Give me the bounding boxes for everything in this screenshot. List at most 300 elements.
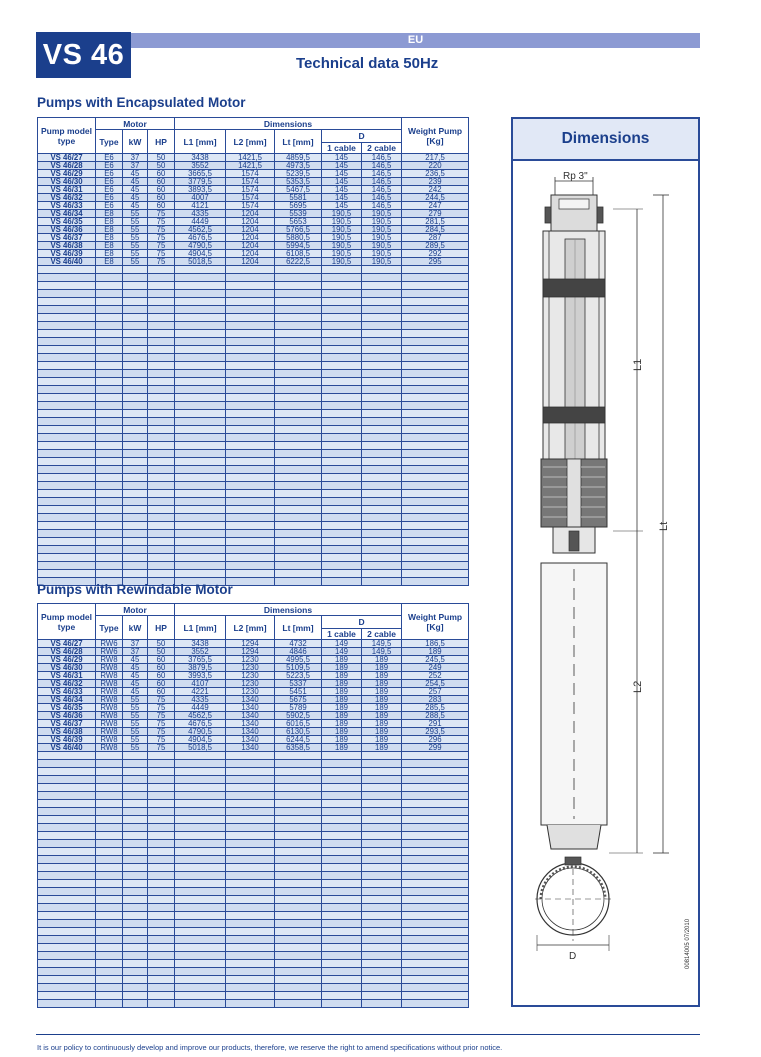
- table-cell: [322, 522, 362, 530]
- table-cell: 5653: [275, 218, 322, 226]
- table-cell: RW8: [96, 736, 123, 744]
- table-cell: 146,5: [362, 170, 402, 178]
- table-cell: [175, 514, 226, 522]
- table-cell: 189: [322, 688, 362, 696]
- table-cell: 3552: [175, 648, 226, 656]
- table-cell: [322, 896, 362, 904]
- table-cell: [362, 418, 402, 426]
- table-cell: [226, 546, 275, 554]
- table-cell: [322, 418, 362, 426]
- table-cell: [148, 298, 175, 306]
- table-cell: [96, 952, 123, 960]
- table-cell: [96, 976, 123, 984]
- table-cell: [123, 928, 148, 936]
- suction-strainer: [541, 459, 607, 527]
- empty-table-row: [38, 840, 469, 848]
- table-cell: [148, 936, 175, 944]
- table-cell: 146,5: [362, 154, 402, 162]
- table-cell: [96, 856, 123, 864]
- table-cell: 55: [123, 242, 148, 250]
- cell-model: [38, 824, 96, 832]
- table-cell: 50: [148, 162, 175, 170]
- table-cell: 6130,5: [275, 728, 322, 736]
- table-cell: [175, 936, 226, 944]
- table-cell: [402, 346, 469, 354]
- table-cell: [322, 768, 362, 776]
- table-cell: [402, 872, 469, 880]
- table-cell: [275, 752, 322, 760]
- table-cell: [96, 298, 123, 306]
- table-cell: 45: [123, 202, 148, 210]
- table-cell: [362, 578, 402, 586]
- table-cell: [362, 848, 402, 856]
- table-cell: [362, 298, 402, 306]
- table-cell: [362, 562, 402, 570]
- table-cell: [275, 896, 322, 904]
- table-cell: [226, 848, 275, 856]
- table-cell: [123, 896, 148, 904]
- table-cell: [175, 394, 226, 402]
- table-cell: [362, 450, 402, 458]
- table-cell: [275, 442, 322, 450]
- table-cell: [275, 314, 322, 322]
- table-cell: [96, 490, 123, 498]
- table-cell: [123, 554, 148, 562]
- table-cell: [402, 298, 469, 306]
- table-row: [38, 210, 469, 218]
- table-cell: [148, 768, 175, 776]
- table-cell: [362, 570, 402, 578]
- empty-table-row: [38, 856, 469, 864]
- table-cell: 291: [402, 720, 469, 728]
- table-cell: 45: [123, 656, 148, 664]
- cell-model: VS 46/28: [38, 648, 96, 656]
- table-cell: [123, 394, 148, 402]
- table-cell: [322, 394, 362, 402]
- table-cell: 1574: [226, 194, 275, 202]
- table-cell: [123, 800, 148, 808]
- table-cell: [402, 530, 469, 538]
- table-cell: [148, 808, 175, 816]
- table-cell: [226, 896, 275, 904]
- table-cell: [322, 880, 362, 888]
- table-cell: [148, 306, 175, 314]
- table-cell: [362, 816, 402, 824]
- table-cell: [322, 848, 362, 856]
- table-cell: [148, 442, 175, 450]
- table-cell: [148, 314, 175, 322]
- table-cell: [175, 1000, 226, 1008]
- table-cell: 4995,5: [275, 656, 322, 664]
- table-cell: [148, 968, 175, 976]
- table-cell: [226, 346, 275, 354]
- table-cell: [362, 346, 402, 354]
- cell-model: [38, 442, 96, 450]
- table-cell: [275, 322, 322, 330]
- table-cell: [175, 848, 226, 856]
- table-cell: [362, 458, 402, 466]
- table-cell: 55: [123, 720, 148, 728]
- table-cell: [362, 362, 402, 370]
- table-cell: [123, 840, 148, 848]
- table-cell: 37: [123, 162, 148, 170]
- table-cell: [362, 992, 402, 1000]
- table-cell: [175, 298, 226, 306]
- table-cell: [226, 904, 275, 912]
- table-cell: 145: [322, 154, 362, 162]
- table-row: [38, 162, 469, 170]
- table-cell: [226, 864, 275, 872]
- empty-table-row: [38, 880, 469, 888]
- table-cell: [96, 848, 123, 856]
- table-cell: [148, 274, 175, 282]
- table-cell: 5675: [275, 696, 322, 704]
- table-cell: [175, 992, 226, 1000]
- table-cell: [275, 872, 322, 880]
- table-cell: [96, 760, 123, 768]
- table-cell: [322, 570, 362, 578]
- table-cell: [322, 514, 362, 522]
- table-cell: [226, 888, 275, 896]
- table-cell: [402, 322, 469, 330]
- table-row: [38, 170, 469, 178]
- table-cell: [402, 856, 469, 864]
- table-cell: [148, 450, 175, 458]
- empty-table-row: [38, 752, 469, 760]
- empty-table-row: [38, 514, 469, 522]
- table-cell: [322, 824, 362, 832]
- cell-model: [38, 290, 96, 298]
- table-cell: 190,5: [322, 258, 362, 266]
- table-cell: [148, 410, 175, 418]
- table-row: [38, 234, 469, 242]
- table-cell: [226, 282, 275, 290]
- table-cell: [175, 800, 226, 808]
- cell-model: [38, 784, 96, 792]
- table-cell: 4449: [175, 218, 226, 226]
- table-cell: [362, 928, 402, 936]
- table-cell: [175, 888, 226, 896]
- empty-table-row: [38, 904, 469, 912]
- empty-table-row: [38, 530, 469, 538]
- table-row: [38, 186, 469, 194]
- table-cell: [322, 984, 362, 992]
- table-cell: [96, 394, 123, 402]
- table-cell: 244,5: [402, 194, 469, 202]
- table-cell: [123, 546, 148, 554]
- table-cell: [402, 386, 469, 394]
- cell-model: [38, 306, 96, 314]
- table-cell: 50: [148, 640, 175, 648]
- table-cell: [148, 952, 175, 960]
- table-cell: [175, 570, 226, 578]
- table-cell: [226, 784, 275, 792]
- table-cell: [402, 426, 469, 434]
- table-cell: [226, 752, 275, 760]
- table-cell: [275, 784, 322, 792]
- empty-table-row: [38, 298, 469, 306]
- table-cell: [175, 808, 226, 816]
- table-cell: [322, 808, 362, 816]
- table-cell: [402, 330, 469, 338]
- table-cell: 1230: [226, 656, 275, 664]
- table-cell: [226, 362, 275, 370]
- empty-table-row: [38, 928, 469, 936]
- table-cell: 37: [123, 640, 148, 648]
- table-cell: 292: [402, 250, 469, 258]
- table-cell: [402, 410, 469, 418]
- table-cell: [402, 784, 469, 792]
- table-cell: 6016,5: [275, 720, 322, 728]
- table-cell: 146,5: [362, 186, 402, 194]
- table-cell: 189: [322, 744, 362, 752]
- table-cell: [148, 920, 175, 928]
- table-cell: [362, 896, 402, 904]
- table-cell: [175, 362, 226, 370]
- drawing-code: 00814005 07/2010: [685, 918, 691, 969]
- rewindable-table-body: [38, 640, 469, 1008]
- empty-table-row: [38, 402, 469, 410]
- table-cell: [322, 530, 362, 538]
- header-kw: kW: [123, 130, 148, 154]
- table-cell: [175, 928, 226, 936]
- table-cell: [275, 346, 322, 354]
- table-cell: [175, 760, 226, 768]
- table-cell: 149,5: [362, 640, 402, 648]
- table-cell: [175, 776, 226, 784]
- table-cell: [362, 426, 402, 434]
- table-row: [38, 226, 469, 234]
- table-cell: 3993,5: [175, 672, 226, 680]
- table-cell: [275, 888, 322, 896]
- table-cell: [175, 816, 226, 824]
- table-cell: [226, 490, 275, 498]
- table-cell: RW8: [96, 664, 123, 672]
- table-cell: [148, 426, 175, 434]
- table-cell: [322, 936, 362, 944]
- table-cell: 5018,5: [175, 744, 226, 752]
- table-cell: [402, 498, 469, 506]
- table-cell: [402, 306, 469, 314]
- table-cell: [123, 848, 148, 856]
- table-cell: [175, 498, 226, 506]
- table-cell: [362, 920, 402, 928]
- empty-table-row: [38, 322, 469, 330]
- table-cell: [322, 760, 362, 768]
- table-cell: [402, 968, 469, 976]
- table-cell: [322, 266, 362, 274]
- table-cell: 4562,5: [175, 712, 226, 720]
- table-cell: [123, 776, 148, 784]
- table-cell: 299: [402, 744, 469, 752]
- table-cell: [148, 832, 175, 840]
- table-cell: [322, 872, 362, 880]
- empty-table-row: [38, 490, 469, 498]
- empty-table-row: [38, 976, 469, 984]
- empty-table-row: [38, 570, 469, 578]
- table-cell: [322, 784, 362, 792]
- table-cell: [322, 800, 362, 808]
- table-cell: 189: [362, 704, 402, 712]
- table-cell: [96, 992, 123, 1000]
- table-cell: 5902,5: [275, 712, 322, 720]
- table-cell: [402, 896, 469, 904]
- table-cell: [148, 960, 175, 968]
- cell-model: [38, 752, 96, 760]
- table-cell: [322, 410, 362, 418]
- table-cell: [402, 434, 469, 442]
- table-cell: [226, 306, 275, 314]
- table-row: [38, 704, 469, 712]
- table-cell: E8: [96, 250, 123, 258]
- table-cell: [226, 330, 275, 338]
- table-cell: RW6: [96, 640, 123, 648]
- table-cell: 295: [402, 258, 469, 266]
- table-cell: 45: [123, 186, 148, 194]
- table-cell: [362, 912, 402, 920]
- table-cell: [226, 274, 275, 282]
- table-row: [38, 194, 469, 202]
- table-cell: 1340: [226, 736, 275, 744]
- table-cell: 55: [123, 728, 148, 736]
- table-cell: [275, 992, 322, 1000]
- table-cell: [322, 474, 362, 482]
- table-cell: [275, 394, 322, 402]
- table-cell: [402, 912, 469, 920]
- table-cell: [275, 386, 322, 394]
- table-cell: [96, 290, 123, 298]
- table-cell: [175, 538, 226, 546]
- table-cell: 55: [123, 696, 148, 704]
- table-cell: E8: [96, 226, 123, 234]
- table-cell: [402, 370, 469, 378]
- empty-table-row: [38, 912, 469, 920]
- table-cell: 189: [362, 672, 402, 680]
- cell-model: VS 46/39: [38, 736, 96, 744]
- table-cell: [226, 402, 275, 410]
- table-cell: [175, 490, 226, 498]
- table-cell: [402, 490, 469, 498]
- table-cell: 5109,5: [275, 664, 322, 672]
- table-cell: [402, 880, 469, 888]
- table-cell: [96, 330, 123, 338]
- table-cell: [96, 426, 123, 434]
- cell-model: [38, 538, 96, 546]
- table-cell: [96, 570, 123, 578]
- table-cell: 55: [123, 250, 148, 258]
- table-cell: 296: [402, 736, 469, 744]
- cell-model: VS 46/29: [38, 170, 96, 178]
- encapsulated-motor-table: [37, 117, 469, 586]
- table-cell: [322, 386, 362, 394]
- table-cell: [123, 968, 148, 976]
- cell-model: [38, 912, 96, 920]
- table-cell: [96, 514, 123, 522]
- table-cell: [402, 354, 469, 362]
- table-cell: [175, 306, 226, 314]
- table-cell: [362, 330, 402, 338]
- table-row: [38, 640, 469, 648]
- table-cell: [123, 784, 148, 792]
- table-cell: [362, 768, 402, 776]
- empty-table-row: [38, 378, 469, 386]
- table-cell: [226, 912, 275, 920]
- cell-model: [38, 482, 96, 490]
- table-cell: 50: [148, 154, 175, 162]
- table-cell: 1340: [226, 712, 275, 720]
- table-cell: [275, 306, 322, 314]
- table-cell: 4335: [175, 696, 226, 704]
- empty-table-row: [38, 1000, 469, 1008]
- table-cell: 3438: [175, 154, 226, 162]
- table-cell: [148, 290, 175, 298]
- table-cell: [148, 466, 175, 474]
- table-row: [38, 664, 469, 672]
- l1-label: L1: [632, 358, 644, 371]
- table-cell: [148, 928, 175, 936]
- table-cell: [402, 984, 469, 992]
- table-cell: 3893,5: [175, 186, 226, 194]
- table-cell: [123, 530, 148, 538]
- table-cell: [275, 290, 322, 298]
- table-cell: 45: [123, 170, 148, 178]
- table-cell: 1340: [226, 696, 275, 704]
- table-cell: 45: [123, 680, 148, 688]
- table-cell: RW8: [96, 688, 123, 696]
- table-cell: [322, 554, 362, 562]
- table-cell: [226, 792, 275, 800]
- cell-model: [38, 792, 96, 800]
- cell-model: [38, 816, 96, 824]
- table-cell: 75: [148, 720, 175, 728]
- table-cell: 5239,5: [275, 170, 322, 178]
- table-cell: 281,5: [402, 218, 469, 226]
- table-cell: 189: [322, 736, 362, 744]
- cell-model: VS 46/36: [38, 226, 96, 234]
- table-cell: [402, 864, 469, 872]
- table-cell: 1204: [226, 218, 275, 226]
- cell-model: [38, 848, 96, 856]
- table-cell: 37: [123, 154, 148, 162]
- table-cell: [275, 760, 322, 768]
- table-cell: [175, 832, 226, 840]
- table-cell: [175, 872, 226, 880]
- table-cell: [175, 920, 226, 928]
- table-cell: [148, 506, 175, 514]
- table-cell: 6108,5: [275, 250, 322, 258]
- table-cell: 285,5: [402, 704, 469, 712]
- cell-model: [38, 944, 96, 952]
- table-cell: [362, 322, 402, 330]
- table-cell: 5789: [275, 704, 322, 712]
- table-cell: 283: [402, 696, 469, 704]
- empty-table-row: [38, 418, 469, 426]
- table-cell: 284,5: [402, 226, 469, 234]
- table-cell: [175, 330, 226, 338]
- table-cell: [362, 522, 402, 530]
- table-cell: 279: [402, 210, 469, 218]
- table-cell: [96, 904, 123, 912]
- table-cell: E8: [96, 234, 123, 242]
- table-cell: [96, 442, 123, 450]
- table-cell: [322, 538, 362, 546]
- table-cell: 189: [322, 712, 362, 720]
- table-cell: [275, 976, 322, 984]
- model-name: VS 46: [42, 38, 125, 71]
- table-cell: [175, 784, 226, 792]
- table-cell: 1294: [226, 640, 275, 648]
- table-cell: [148, 1000, 175, 1008]
